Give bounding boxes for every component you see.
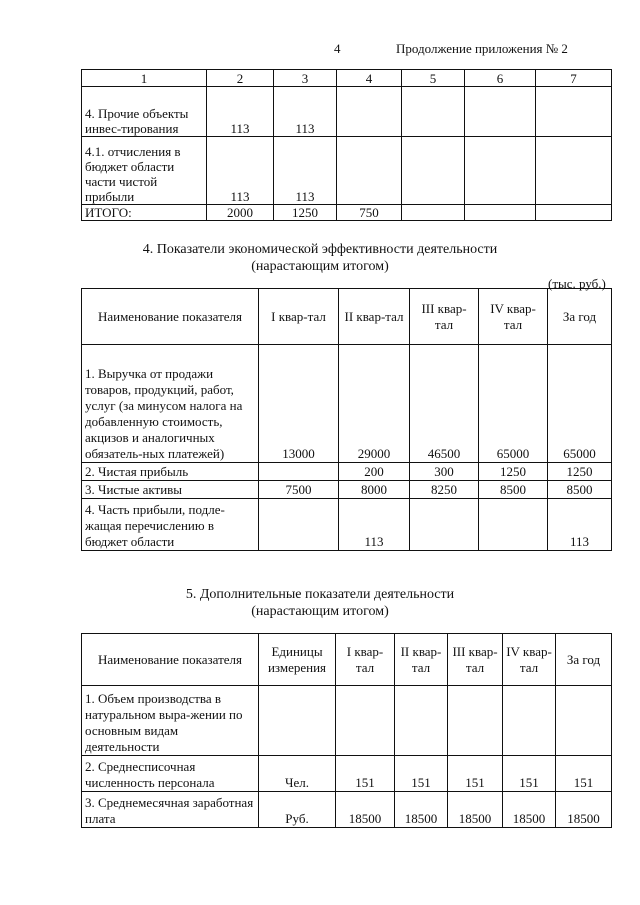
table-header-row bbox=[82, 70, 612, 87]
table-cell bbox=[395, 686, 448, 756]
table-cell: 2000 bbox=[207, 205, 274, 221]
row-label: 3. Чистые активы bbox=[82, 481, 259, 499]
table-row bbox=[82, 792, 612, 828]
investment-table bbox=[81, 69, 612, 221]
table-cell: 151 bbox=[336, 756, 395, 792]
column-header: 1 bbox=[82, 70, 207, 87]
table-cell: 29000 bbox=[339, 345, 410, 463]
table-row-total bbox=[82, 205, 612, 221]
table-row bbox=[82, 463, 612, 481]
table-cell bbox=[410, 499, 479, 551]
table-cell: 113 bbox=[207, 87, 274, 137]
row-label: 1. Выручка от продажи товаров, продукций, работ, услуг (за минусом налога на добавленную стоимость, акцизов и аналогичных обязатель-ных платежей) bbox=[82, 345, 259, 463]
column-header: IV квар-тал bbox=[503, 634, 556, 686]
section5-subtitle: (нарастающим итогом) bbox=[251, 604, 389, 619]
table-cell bbox=[536, 205, 612, 221]
table-cell: 8000 bbox=[339, 481, 410, 499]
column-header: I квар-тал bbox=[336, 634, 395, 686]
table-cell: 151 bbox=[556, 756, 612, 792]
row-label: 1. Объем производства в натуральном выра-жении по основным видам деятельности bbox=[82, 686, 259, 756]
table-cell: 8250 bbox=[410, 481, 479, 499]
table-cell bbox=[402, 137, 465, 205]
table-cell bbox=[479, 499, 548, 551]
continuation-label: Продолжение приложения № 2 bbox=[396, 41, 568, 56]
table-row bbox=[82, 481, 612, 499]
table-cell bbox=[465, 87, 536, 137]
row-label: 2. Среднесписочная численность персонала bbox=[82, 756, 259, 792]
table-cell bbox=[337, 87, 402, 137]
row-label: 4.1. отчисления в бюджет области части чистой прибыли bbox=[82, 137, 207, 205]
column-header: 5 bbox=[402, 70, 465, 87]
table-cell: 113 bbox=[548, 499, 612, 551]
column-header: II квар-тал bbox=[339, 289, 410, 345]
table-cell: 750 bbox=[337, 205, 402, 221]
table-row bbox=[82, 756, 612, 792]
section5-title: 5. Дополнительные показатели деятельности bbox=[185, 587, 455, 602]
table-row bbox=[82, 87, 612, 137]
table-row bbox=[82, 686, 612, 756]
table-cell bbox=[536, 87, 612, 137]
row-label: 4. Прочие объекты инвес-тирования bbox=[82, 87, 207, 137]
table-cell bbox=[402, 87, 465, 137]
table-cell: 18500 bbox=[448, 792, 503, 828]
table-cell: 113 bbox=[207, 137, 274, 205]
column-header: I квар-тал bbox=[259, 289, 339, 345]
section4-unit: (тыс. руб.) bbox=[548, 276, 606, 291]
column-header: 7 bbox=[536, 70, 612, 87]
column-header: IV квар-тал bbox=[479, 289, 548, 345]
section4-subtitle: (нарастающим итогом) bbox=[251, 259, 389, 274]
column-header: За год bbox=[556, 634, 612, 686]
column-header: II квар-тал bbox=[395, 634, 448, 686]
table-cell: 200 bbox=[339, 463, 410, 481]
column-header: За год bbox=[548, 289, 612, 345]
column-header: 2 bbox=[207, 70, 274, 87]
column-header: Наименование показателя bbox=[82, 289, 259, 345]
table-cell bbox=[448, 686, 503, 756]
column-header: III квар-тал bbox=[410, 289, 479, 345]
column-header: III квар-тал bbox=[448, 634, 503, 686]
table-cell: 46500 bbox=[410, 345, 479, 463]
table-cell: 113 bbox=[274, 87, 337, 137]
table-cell: 8500 bbox=[479, 481, 548, 499]
table-cell: Чел. bbox=[259, 756, 336, 792]
table-cell: 7500 bbox=[259, 481, 339, 499]
table-cell bbox=[337, 137, 402, 205]
table-cell: 13000 bbox=[259, 345, 339, 463]
table-row bbox=[82, 345, 612, 463]
table-cell: 8500 bbox=[548, 481, 612, 499]
table-cell: 1250 bbox=[479, 463, 548, 481]
table-row bbox=[82, 499, 612, 551]
table-cell bbox=[556, 686, 612, 756]
row-label: 3. Среднемесячная заработная плата bbox=[82, 792, 259, 828]
column-header: 3 bbox=[274, 70, 337, 87]
table-header-row bbox=[82, 634, 612, 686]
row-label: 4. Часть прибыли, подле-жащая перечислению в бюджет области bbox=[82, 499, 259, 551]
table-cell: 18500 bbox=[336, 792, 395, 828]
table-cell: 65000 bbox=[548, 345, 612, 463]
row-label: ИТОГО: bbox=[82, 205, 207, 221]
table-cell: 1250 bbox=[274, 205, 337, 221]
table-cell bbox=[259, 463, 339, 481]
table-cell: 113 bbox=[274, 137, 337, 205]
table-cell: 151 bbox=[395, 756, 448, 792]
additional-indicators-table bbox=[81, 633, 612, 828]
table-cell bbox=[465, 205, 536, 221]
column-header: 6 bbox=[465, 70, 536, 87]
table-cell bbox=[259, 499, 339, 551]
table-cell: Руб. bbox=[259, 792, 336, 828]
table-cell: 300 bbox=[410, 463, 479, 481]
table-cell bbox=[503, 686, 556, 756]
table-cell: 18500 bbox=[556, 792, 612, 828]
page-number: 4 bbox=[334, 41, 341, 56]
table-cell bbox=[336, 686, 395, 756]
table-cell bbox=[402, 205, 465, 221]
table-cell: 18500 bbox=[503, 792, 556, 828]
table-cell: 1250 bbox=[548, 463, 612, 481]
section4-title: 4. Показатели экономической эффективности деятельности bbox=[142, 242, 498, 257]
table-cell bbox=[536, 137, 612, 205]
table-cell: 18500 bbox=[395, 792, 448, 828]
table-cell: 151 bbox=[448, 756, 503, 792]
table-cell: 65000 bbox=[479, 345, 548, 463]
table-cell bbox=[259, 686, 336, 756]
table-cell bbox=[465, 137, 536, 205]
table-cell: 113 bbox=[339, 499, 410, 551]
row-label: 2. Чистая прибыль bbox=[82, 463, 259, 481]
efficiency-table bbox=[81, 288, 612, 551]
table-row bbox=[82, 137, 612, 205]
table-header-row bbox=[82, 289, 612, 345]
column-header: 4 bbox=[337, 70, 402, 87]
table-cell: 151 bbox=[503, 756, 556, 792]
column-header: Наименование показателя bbox=[82, 634, 259, 686]
column-header: Единицы измерения bbox=[259, 634, 336, 686]
